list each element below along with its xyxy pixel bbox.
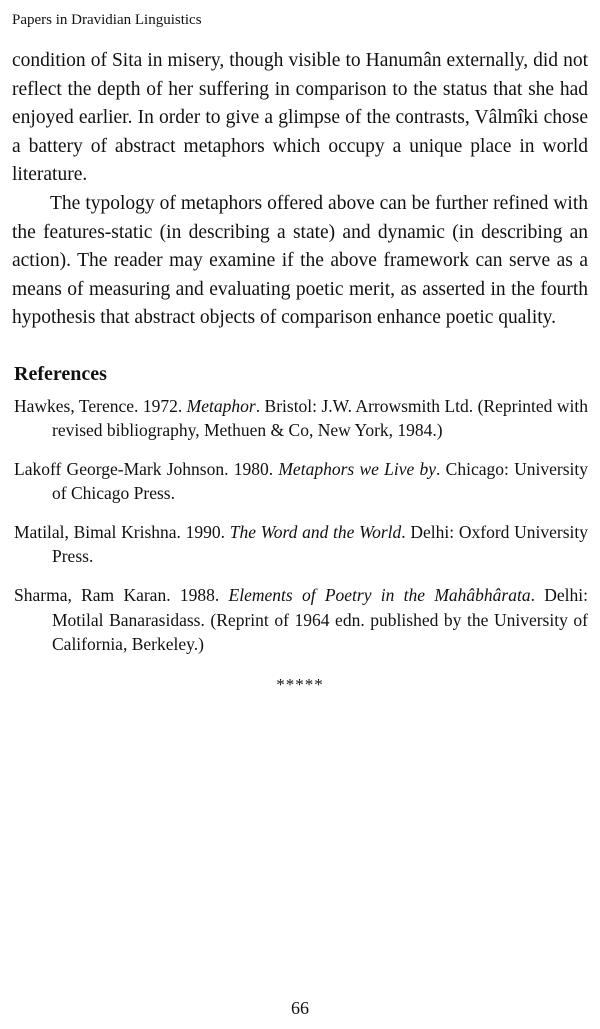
reference-entry [14, 457, 588, 506]
reference-author-year: Hawkes, Terence. 1972. [14, 396, 187, 416]
page-number: 66 [291, 998, 309, 1018]
reference-publisher: . Delhi: Motilal Banarasidass. (Reprint of 1964 edn. published by the University of California, Berkeley.) [52, 585, 588, 654]
reference-author-year: Sharma, Ram Karan. 1988. [14, 585, 229, 606]
reference-author-year: Lakoff George-Mark Johnson. 1980. [14, 459, 279, 480]
body-paragraph: The typology of metaphors offered above can be further refined with the features-static (in describing a state) and dynamic (in describing an action). The reader may examine if the above framework can serve as a means of measuring and evaluating poetic merit, as asserted in the fourth hypothesis that abstract objects of comparison enhance poetic quality. [12, 192, 588, 329]
references-heading: References [14, 363, 107, 385]
section-separator: ***** [276, 675, 324, 694]
body-text [12, 47, 588, 333]
reference-publisher: . Delhi: Oxford University Press. [52, 522, 589, 567]
reference-publisher: . Bristol: J.W. Arrowsmith Ltd. (Reprinted with revised bibliography, Methuen & Co, New York, 1984.) [52, 396, 588, 441]
running-header: Papers in Dravidian Linguistics [12, 12, 202, 28]
reference-title: Elements of Poetry in the Mahâbhârata [228, 585, 531, 606]
reference-title: The Word and the World [229, 522, 402, 543]
reference-publisher: . Chicago: University of Chicago Press. [52, 459, 588, 504]
references-list [14, 394, 588, 671]
reference-title: Metaphors we Live by [278, 459, 437, 480]
reference-entry [14, 520, 588, 569]
reference-author-year: Matilal, Bimal Krishna. 1990. [14, 522, 230, 543]
reference-entry [14, 394, 588, 443]
reference-entry [14, 583, 588, 656]
reference-title: Metaphor [186, 396, 256, 416]
body-paragraph: condition of Sita in misery, though visible to Hanumân externally, did not reflect the depth of her suffering in comparison to the status that she had enjoyed earlier. In order to give a glimpse of the contrasts, Vâlmîki chose a battery of abstract metaphors which occupy a unique place in world literature. [12, 50, 588, 186]
